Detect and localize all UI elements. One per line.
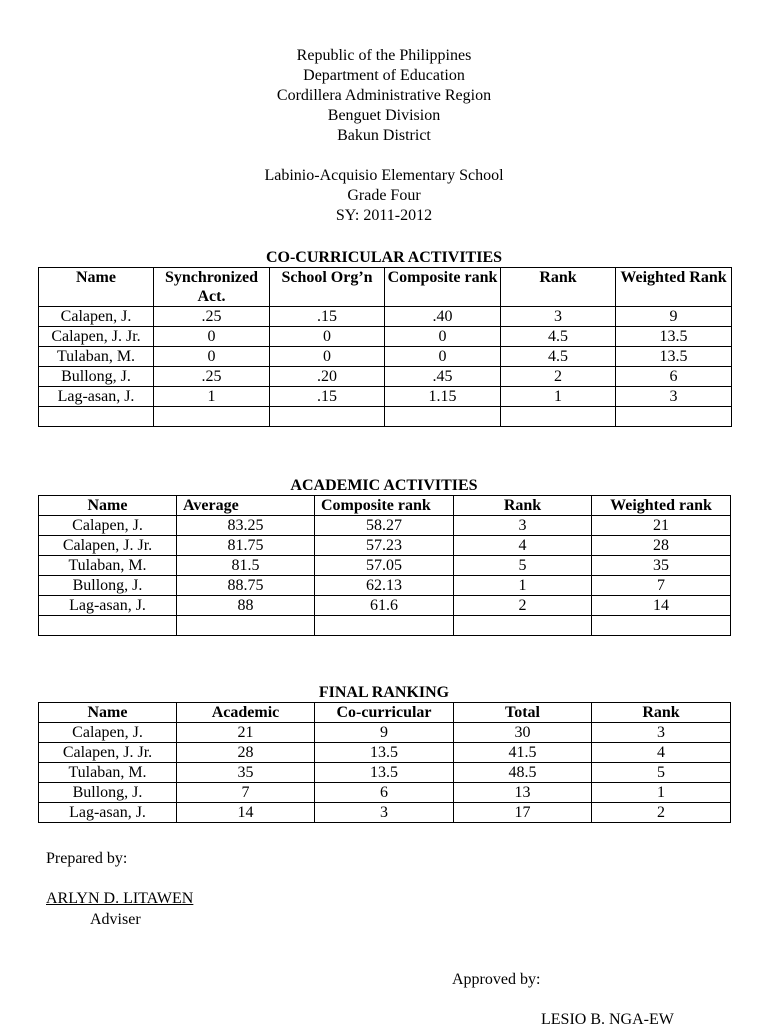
table-cell: 58.27 (315, 516, 454, 536)
column-header: Name (39, 703, 177, 723)
header-line: Benguet Division (327, 107, 441, 124)
table-row (39, 803, 731, 823)
column-header: Name (39, 268, 154, 307)
table-cell: 0 (270, 347, 385, 367)
table-cell: .25 (154, 367, 270, 387)
table-cell: 62.13 (315, 576, 454, 596)
school-year: SY: 2011-2012 (335, 207, 433, 224)
school-name: Labinio-Acquisio Elementary School (264, 167, 504, 184)
table-cell (592, 616, 731, 636)
table-row (39, 536, 731, 556)
approver-name: LESIO B. NGA-EW (541, 1011, 674, 1028)
table-cell: 3 (592, 723, 731, 743)
table-cell: 13 (454, 783, 592, 803)
table-cell: 4.5 (501, 347, 616, 367)
column-header: Composite rank (315, 496, 454, 516)
header-line: Department of Education (303, 67, 465, 84)
final-ranking-table (38, 702, 731, 823)
table-row (39, 763, 731, 783)
table-cell: 57.23 (315, 536, 454, 556)
header-line: Cordillera Administrative Region (276, 87, 492, 104)
table-cell (501, 407, 616, 427)
table-cell: 1 (501, 387, 616, 407)
column-header: Rank (592, 703, 731, 723)
table-cell: .25 (154, 307, 270, 327)
table-cell (154, 407, 270, 427)
co-curricular-title: CO-CURRICULAR ACTIVITIES (265, 249, 503, 266)
name-cell: Tulaban, M. (39, 763, 177, 783)
name-cell: Tulaban, M. (39, 556, 177, 576)
table-cell: 3 (616, 387, 732, 407)
table-cell: 4 (454, 536, 592, 556)
document-header (0, 46, 768, 226)
approved-by-label: Approved by: (452, 971, 541, 988)
table-cell: 35 (177, 763, 315, 783)
table-cell: .20 (270, 367, 385, 387)
table-cell: 30 (454, 723, 592, 743)
name-cell: Bullong, J. (39, 576, 177, 596)
table-cell: 61.6 (315, 596, 454, 616)
name-cell: Lag-asan, J. (39, 596, 177, 616)
table-cell: 88 (177, 596, 315, 616)
name-cell: Calapen, J. (39, 723, 177, 743)
table-cell: 0 (270, 327, 385, 347)
name-cell (39, 407, 154, 427)
name-cell: Calapen, J. Jr. (39, 536, 177, 556)
table-row (39, 347, 732, 367)
academic-table (38, 495, 731, 636)
column-header: Co-curricular (315, 703, 454, 723)
table-row (39, 723, 731, 743)
name-cell: Bullong, J. (39, 783, 177, 803)
table-cell: 83.25 (177, 516, 315, 536)
table-cell (315, 616, 454, 636)
table-cell (385, 407, 501, 427)
table-cell: 2 (501, 367, 616, 387)
table-cell: 1 (454, 576, 592, 596)
adviser-name: ARLYN D. LITAWEN (46, 890, 194, 907)
header-line: Republic of the Philippines (296, 47, 472, 64)
table-cell: 6 (315, 783, 454, 803)
table-cell: 81.5 (177, 556, 315, 576)
table-cell: 5 (454, 556, 592, 576)
table-row (39, 576, 731, 596)
final-ranking-title: FINAL RANKING (318, 684, 450, 701)
table-cell: 1 (154, 387, 270, 407)
table-cell: 7 (177, 783, 315, 803)
table-cell: 2 (454, 596, 592, 616)
table-cell: 21 (177, 723, 315, 743)
co-curricular-table (38, 267, 732, 427)
name-cell: Calapen, J. (39, 516, 177, 536)
table-cell: 13.5 (616, 327, 732, 347)
table-cell: 4.5 (501, 327, 616, 347)
table-row (39, 367, 732, 387)
table-row (39, 407, 732, 427)
academic-title: ACADEMIC ACTIVITIES (290, 477, 478, 494)
table-cell: 0 (385, 327, 501, 347)
table-cell: .15 (270, 307, 385, 327)
table-cell: 88.75 (177, 576, 315, 596)
name-cell: Bullong, J. (39, 367, 154, 387)
column-header: Weighted rank (592, 496, 731, 516)
table-cell: 17 (454, 803, 592, 823)
name-cell: Calapen, J. (39, 307, 154, 327)
table-cell: 9 (315, 723, 454, 743)
table-cell: 3 (315, 803, 454, 823)
table-row (39, 783, 731, 803)
column-header: School Org’n (270, 268, 385, 307)
table-header-row (39, 703, 731, 723)
table-cell: 21 (592, 516, 731, 536)
column-header: Weighted Rank (616, 268, 732, 307)
name-cell: Calapen, J. Jr. (39, 327, 154, 347)
table-cell: 4 (592, 743, 731, 763)
grade-level: Grade Four (347, 187, 421, 204)
table-cell: 57.05 (315, 556, 454, 576)
name-cell (39, 616, 177, 636)
table-cell: 41.5 (454, 743, 592, 763)
column-header: Average (177, 496, 315, 516)
table-cell: .45 (385, 367, 501, 387)
table-cell: 14 (592, 596, 731, 616)
table-cell: 14 (177, 803, 315, 823)
table-row (39, 616, 731, 636)
table-header-row (39, 496, 731, 516)
name-cell: Lag-asan, J. (39, 803, 177, 823)
table-cell: 0 (385, 347, 501, 367)
table-cell: 1 (592, 783, 731, 803)
table-cell: .15 (270, 387, 385, 407)
table-cell: .40 (385, 307, 501, 327)
table-cell: 3 (454, 516, 592, 536)
table-row (39, 327, 732, 347)
table-row (39, 596, 731, 616)
table-cell (454, 616, 592, 636)
table-cell: 48.5 (454, 763, 592, 783)
table-cell: 28 (177, 743, 315, 763)
table-cell: 81.75 (177, 536, 315, 556)
table-cell: 13.5 (315, 743, 454, 763)
adviser-title: Adviser (90, 911, 141, 928)
table-cell: 13.5 (315, 763, 454, 783)
table-cell: 35 (592, 556, 731, 576)
table-cell: 28 (592, 536, 731, 556)
table-header-row (39, 268, 732, 307)
column-header: Rank (454, 496, 592, 516)
table-cell: 2 (592, 803, 731, 823)
column-header: Composite rank (385, 268, 501, 307)
column-header: Total (454, 703, 592, 723)
table-row (39, 307, 732, 327)
table-cell: 9 (616, 307, 732, 327)
name-cell: Lag-asan, J. (39, 387, 154, 407)
table-cell: 13.5 (616, 347, 732, 367)
table-cell: 0 (154, 327, 270, 347)
table-cell: 3 (501, 307, 616, 327)
table-cell (616, 407, 732, 427)
table-cell: 5 (592, 763, 731, 783)
table-row (39, 387, 732, 407)
column-header: Synchronized Act. (154, 268, 270, 307)
name-cell: Tulaban, M. (39, 347, 154, 367)
table-cell: 7 (592, 576, 731, 596)
table-cell (270, 407, 385, 427)
header-line: Bakun District (337, 127, 431, 144)
column-header: Rank (501, 268, 616, 307)
column-header: Name (39, 496, 177, 516)
table-cell (177, 616, 315, 636)
column-header: Academic (177, 703, 315, 723)
name-cell: Calapen, J. Jr. (39, 743, 177, 763)
table-cell: 1.15 (385, 387, 501, 407)
table-row (39, 516, 731, 536)
prepared-by-label: Prepared by: (46, 850, 128, 867)
table-row (39, 556, 731, 576)
table-cell: 0 (154, 347, 270, 367)
table-row (39, 743, 731, 763)
table-cell: 6 (616, 367, 732, 387)
